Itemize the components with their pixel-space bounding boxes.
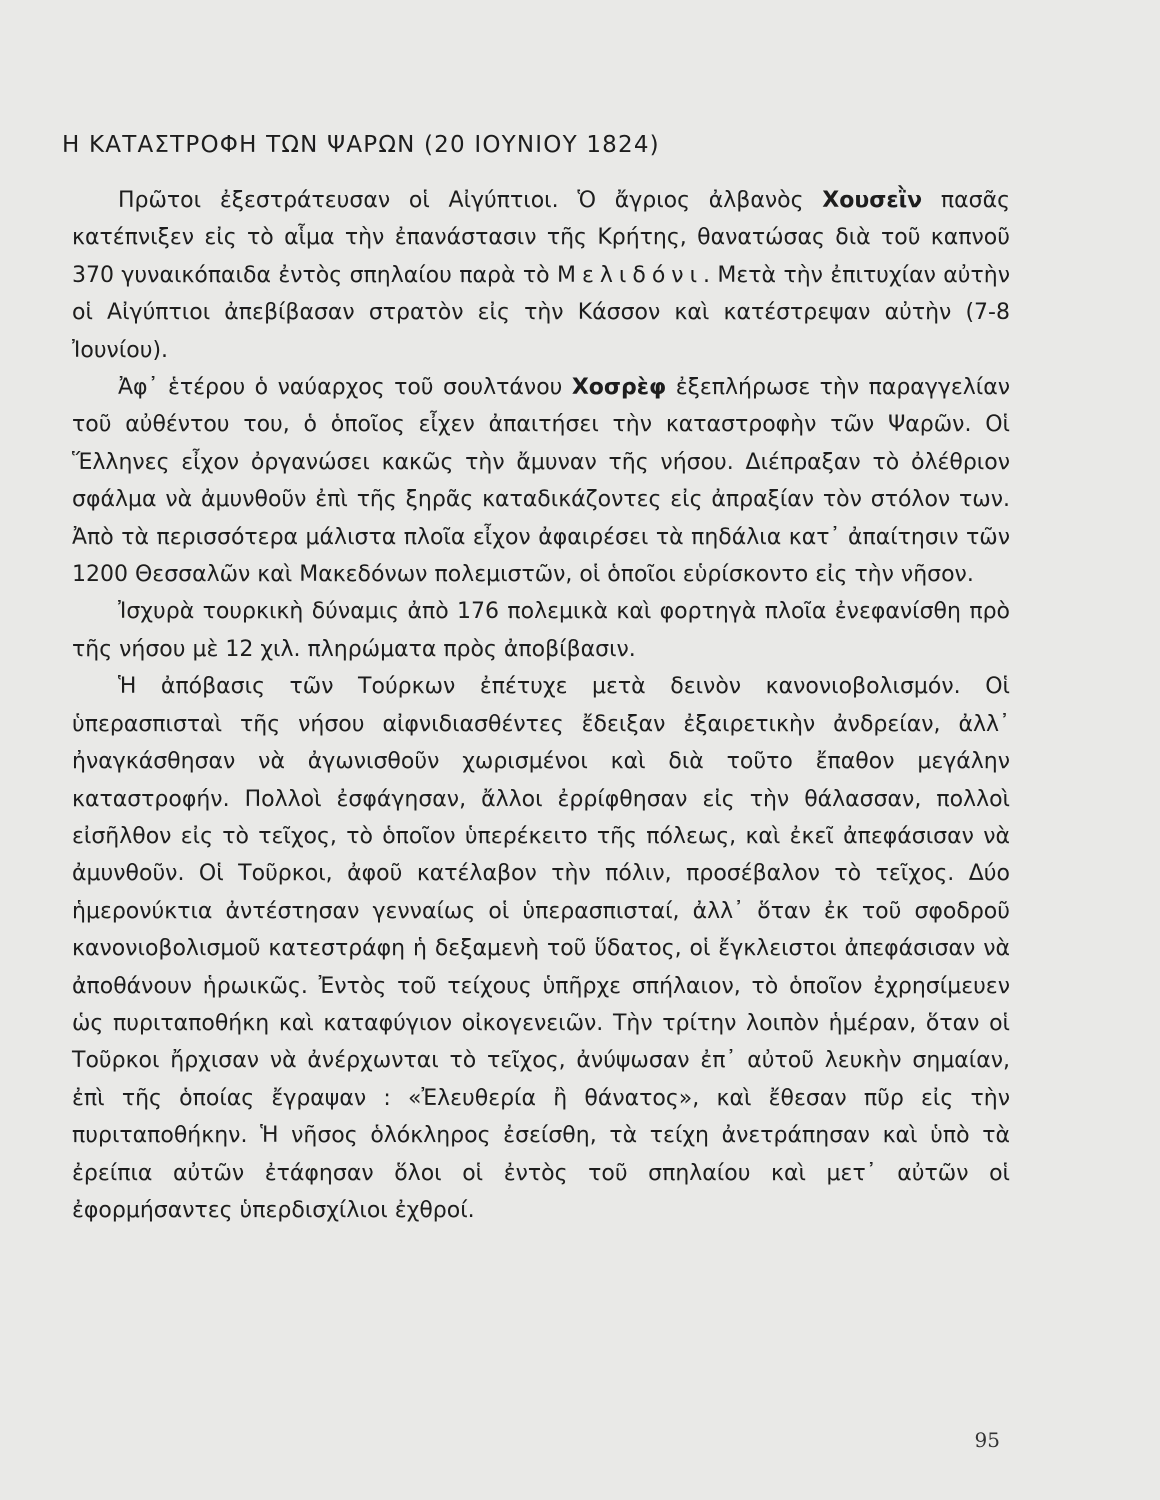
text-span: Πρῶτοι ἐξεστράτευσαν οἱ Αἰγύπτιοι. Ὁ ἄγριος ἀλβανὸς [118,188,823,213]
section-heading: Η ΚΑΤΑΣΤΡΟΦΗ ΤΩΝ ΨΑΡΩΝ (20 ΙΟΥΝΙΟΥ 1824) [62,132,660,158]
person-name: Χοσρὲφ [571,375,667,401]
text-span: Ἀφ᾽ ἑτέρου ὁ ναύαρχος τοῦ σουλτάνου [118,375,572,401]
text-span: ἐξεπλήρωσε τὴν παραγγελίαν τοῦ αὐθέντου του, ὁ ὁποῖος εἶχεν ἀπαιτήσει τὴν καταστροφὴν τῶν Ψαρῶν. Οἱ Ἕλληνες εἶχον ὀργανώσει κακῶς τὴν ἄμυναν τῆς νήσου. Διέπραξαν τὸ ὀλέθριον σφάλμα νὰ ἀμυνθοῦν ἐπὶ τῆς ξηρᾶς καταδικάζοντες εἰς ἀπραξίαν τὸν στόλον των. Ἀπὸ τὰ περισσότερα μάλιστα πλοῖα εἶχον ἀφαιρέσει τὰ πηδάλια κατ᾽ ἀπαίτησιν τῶν 1200 Θεσσαλῶν καὶ Μακεδόνων πολεμιστῶν, οἱ ὁποῖοι εὑρίσκοντο εἰς τὴν νῆσον. [72,375,1010,588]
person-name: Χουσεῒν [822,188,923,213]
paragraph-3: Ἰσχυρὰ τουρκικὴ δύναμις ἀπὸ 176 πολεμικὰ καὶ φορτηγὰ πλοῖα ἐνεφανίσθη πρὸ τῆς νήσου μὲ 12 χιλ. πληρώματα πρὸς ἀποβίβασιν. [72,599,1010,662]
page-number: 95 [974,1428,1000,1452]
text-span: . Μετὰ τὴν ἐπιτυχίαν αὐτὴν οἱ Αἰγύπτιοι ἀπεβίβασαν στρατὸν εἰς τὴν Κάσσον καὶ κατέστρεψαν αὐτὴν (7-8 Ἰουνίου). [72,262,1010,363]
paragraph-1 [72,182,1010,369]
place-name: Μελιδόνι [557,262,704,288]
page-body [62,132,1010,1229]
text-span: πασᾶς κατέπνιξεν εἰς τὸ αἷμα τὴν ἐπανάστασιν τῆς Κρήτης, θανατώσας διὰ τοῦ καπνοῦ 370 γυναικόπαιδα ἐντὸς σπηλαίου παρὰ τὸ [72,188,1010,288]
paragraph-2 [72,369,1010,593]
paragraph-4: Ἡ ἀπόβασις τῶν Τούρκων ἐπέτυχε μετὰ δεινὸν κανονιοβολισμόν. Οἱ ὑπερασπισταὶ τῆς νήσου αἰφνιδιασθέντες ἔδειξαν ἐξαιρετικὴν ἀνδρείαν, ἀλλ᾽ ἠναγκάσθησαν νὰ ἀγωνισθοῦν χωρισμένοι καὶ διὰ τοῦτο ἔπαθον μεγάλην καταστροφήν. Πολλοὶ ἐσφάγησαν, ἄλλοι ἐρρίφθησαν εἰς τὴν θάλασσαν, πολλοὶ εἰσῆλθον εἰς τὸ τεῖχος, τὸ ὁποῖον ὑπερέκειτο τῆς πόλεως, καὶ ἐκεῖ ἀπεφάσισαν νὰ ἀμυνθοῦν. Οἱ Τοῦρκοι, ἀφοῦ κατέλαβον τὴν πόλιν, προσέβαλον τὸ τεῖχος. Δύο ἡμερονύκτια ἀντέστησαν γενναίως οἱ ὑπερασπισταί, ἀλλ᾽ ὅταν ἐκ τοῦ σφοδροῦ κανονιοβολισμοῦ κατεστράφη ἡ δεξαμενὴ τοῦ ὕδατος, οἱ ἔγκλειστοι ἀπεφάσισαν νὰ ἀποθάνουν ἡρωικῶς. Ἐντὸς τοῦ τείχους ὑπῆρχε σπήλαιον, τὸ ὁποῖον ἐχρησίμευεν ὡς πυριταποθήκη καὶ καταφύγιον οἰκογενειῶν. Τὴν τρίτην λοιπὸν ἡμέραν, ὅταν οἱ Τοῦρκοι ἤρχισαν νὰ ἀνέρχωνται τὸ τεῖχος, ἀνύψωσαν ἐπ᾽ αὐτοῦ λευκὴν σημαίαν, ἐπὶ τῆς ὁποίας ἔγραψαν : «Ἐλευθερία ἢ θάνατος», καὶ ἔθεσαν πῦρ εἰς τὴν πυριταποθήκην. Ἡ νῆσος ὁλόκληρος ἐσείσθη, τὰ τείχη ἀνετράπησαν καὶ ὑπὸ τὰ ἐρείπια αὐτῶν ἐτάφησαν ὅλοι οἱ ἐντὸς τοῦ σπηλαίου καὶ μετ᾽ αὐτῶν οἱ ἐφορμήσαντες ὑπερδισχίλιοι ἐχθροί. [72,674,1010,1223]
